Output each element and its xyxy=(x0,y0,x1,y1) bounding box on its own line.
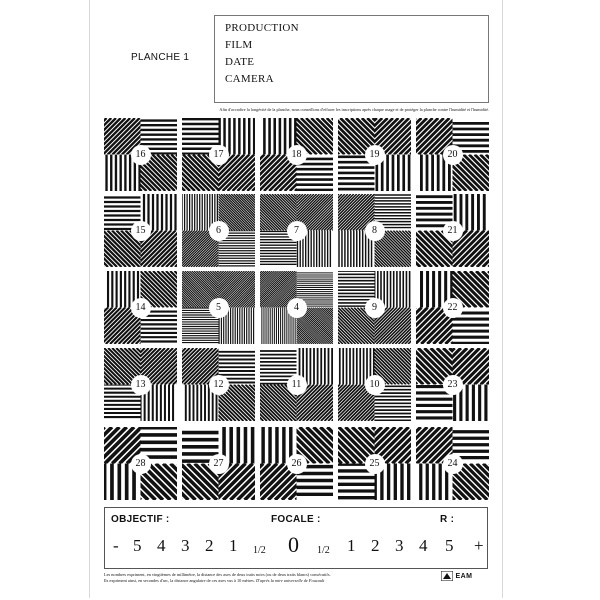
resolution-target xyxy=(338,271,411,344)
scale-mark: 5 xyxy=(133,536,142,555)
target-number: 11 xyxy=(287,375,307,395)
target-number: 23 xyxy=(443,375,463,395)
target-number: 21 xyxy=(443,221,463,241)
resolution-target xyxy=(338,427,411,500)
target-number: 7 xyxy=(287,221,307,241)
scale-mark: 1 xyxy=(347,536,356,555)
target-number: 27 xyxy=(209,454,229,474)
target-number: 26 xyxy=(287,454,307,474)
r-label: R : xyxy=(440,514,455,525)
scale-mark: 1/2 xyxy=(317,545,330,556)
target-number: 18 xyxy=(287,145,307,165)
target-number: 12 xyxy=(209,375,229,395)
date-label: DATE xyxy=(225,56,255,68)
target-number: 19 xyxy=(365,145,385,165)
resolution-target xyxy=(260,271,333,344)
scale-mark: 3 xyxy=(181,536,190,555)
scale-mark: 3 xyxy=(395,536,404,555)
resolution-target xyxy=(104,348,177,421)
scale-mark: - xyxy=(113,536,119,555)
resolution-target xyxy=(104,271,177,344)
scale-mark: 4 xyxy=(157,536,166,555)
footer-line-1: Les nombres expriment, en vingtièmes de millimètre, la distance des axes de deux traits noirs (ou de deux traits blancs) consécutifs. xyxy=(104,572,331,577)
scale-mark: + xyxy=(474,536,484,555)
resolution-target xyxy=(416,194,489,267)
footer-text xyxy=(104,572,434,584)
scale-mark: 1/2 xyxy=(253,545,266,556)
scale-mark: 1 xyxy=(229,536,238,555)
resolution-target xyxy=(260,427,333,500)
target-number: 5 xyxy=(209,298,229,318)
target-number: 13 xyxy=(131,375,151,395)
objectif-label: OBJECTIF : xyxy=(111,514,170,525)
brand-logo: EAM xyxy=(441,571,473,581)
resolution-target xyxy=(182,348,255,421)
focale-label: FOCALE : xyxy=(271,514,321,525)
resolution-target xyxy=(416,348,489,421)
camera-label: CAMERA xyxy=(225,73,274,85)
target-number: 16 xyxy=(131,145,151,165)
logo-icon xyxy=(441,571,453,581)
target-number: 24 xyxy=(443,454,463,474)
resolution-target xyxy=(104,118,177,191)
target-number: 15 xyxy=(131,221,151,241)
scale-mark: 2 xyxy=(205,536,214,555)
target-number: 14 xyxy=(131,298,151,318)
resolution-target xyxy=(104,194,177,267)
planche-label: PLANCHE 1 xyxy=(131,52,190,63)
resolution-target xyxy=(182,427,255,500)
scale-mark: 0 xyxy=(288,532,299,557)
lens-info-panel xyxy=(104,507,488,569)
target-number: 25 xyxy=(365,454,385,474)
footer-line-2: Ils expriment ainsi, en secondes d'arc, la distance angulaire de ces axes vus à 10 mètres. D'après la mire universelle de Foucault xyxy=(104,578,325,583)
target-number: 20 xyxy=(443,145,463,165)
resolution-target xyxy=(416,427,489,500)
scale-mark: 5 xyxy=(445,536,454,555)
target-number: 10 xyxy=(365,375,385,395)
target-number: 6 xyxy=(209,221,229,241)
resolution-target xyxy=(182,271,255,344)
resolution-target xyxy=(182,118,255,191)
resolution-target xyxy=(260,118,333,191)
resolution-target xyxy=(416,118,489,191)
resolution-target xyxy=(104,427,177,500)
production-label: PRODUCTION xyxy=(225,22,299,34)
target-number: 8 xyxy=(365,221,385,241)
resolution-target xyxy=(260,348,333,421)
target-number: 22 xyxy=(443,298,463,318)
resolution-target xyxy=(182,194,255,267)
film-label: FILM xyxy=(225,39,253,51)
info-box xyxy=(214,15,489,103)
scale-mark: 2 xyxy=(371,536,380,555)
target-number: 9 xyxy=(365,298,385,318)
target-number: 4 xyxy=(287,298,307,318)
resolution-target xyxy=(416,271,489,344)
resolution-target xyxy=(338,348,411,421)
care-note: Afin d'accroître la longévité de la planche, nous conseillons d'effacer les inscriptions après chaque usage et de protéger la planche contre l'humidité et l'humidité. xyxy=(219,107,489,112)
target-number: 28 xyxy=(131,454,151,474)
resolution-target xyxy=(338,118,411,191)
scale-mark: 4 xyxy=(419,536,428,555)
resolution-target xyxy=(338,194,411,267)
target-number: 17 xyxy=(209,145,229,165)
resolution-target xyxy=(260,194,333,267)
